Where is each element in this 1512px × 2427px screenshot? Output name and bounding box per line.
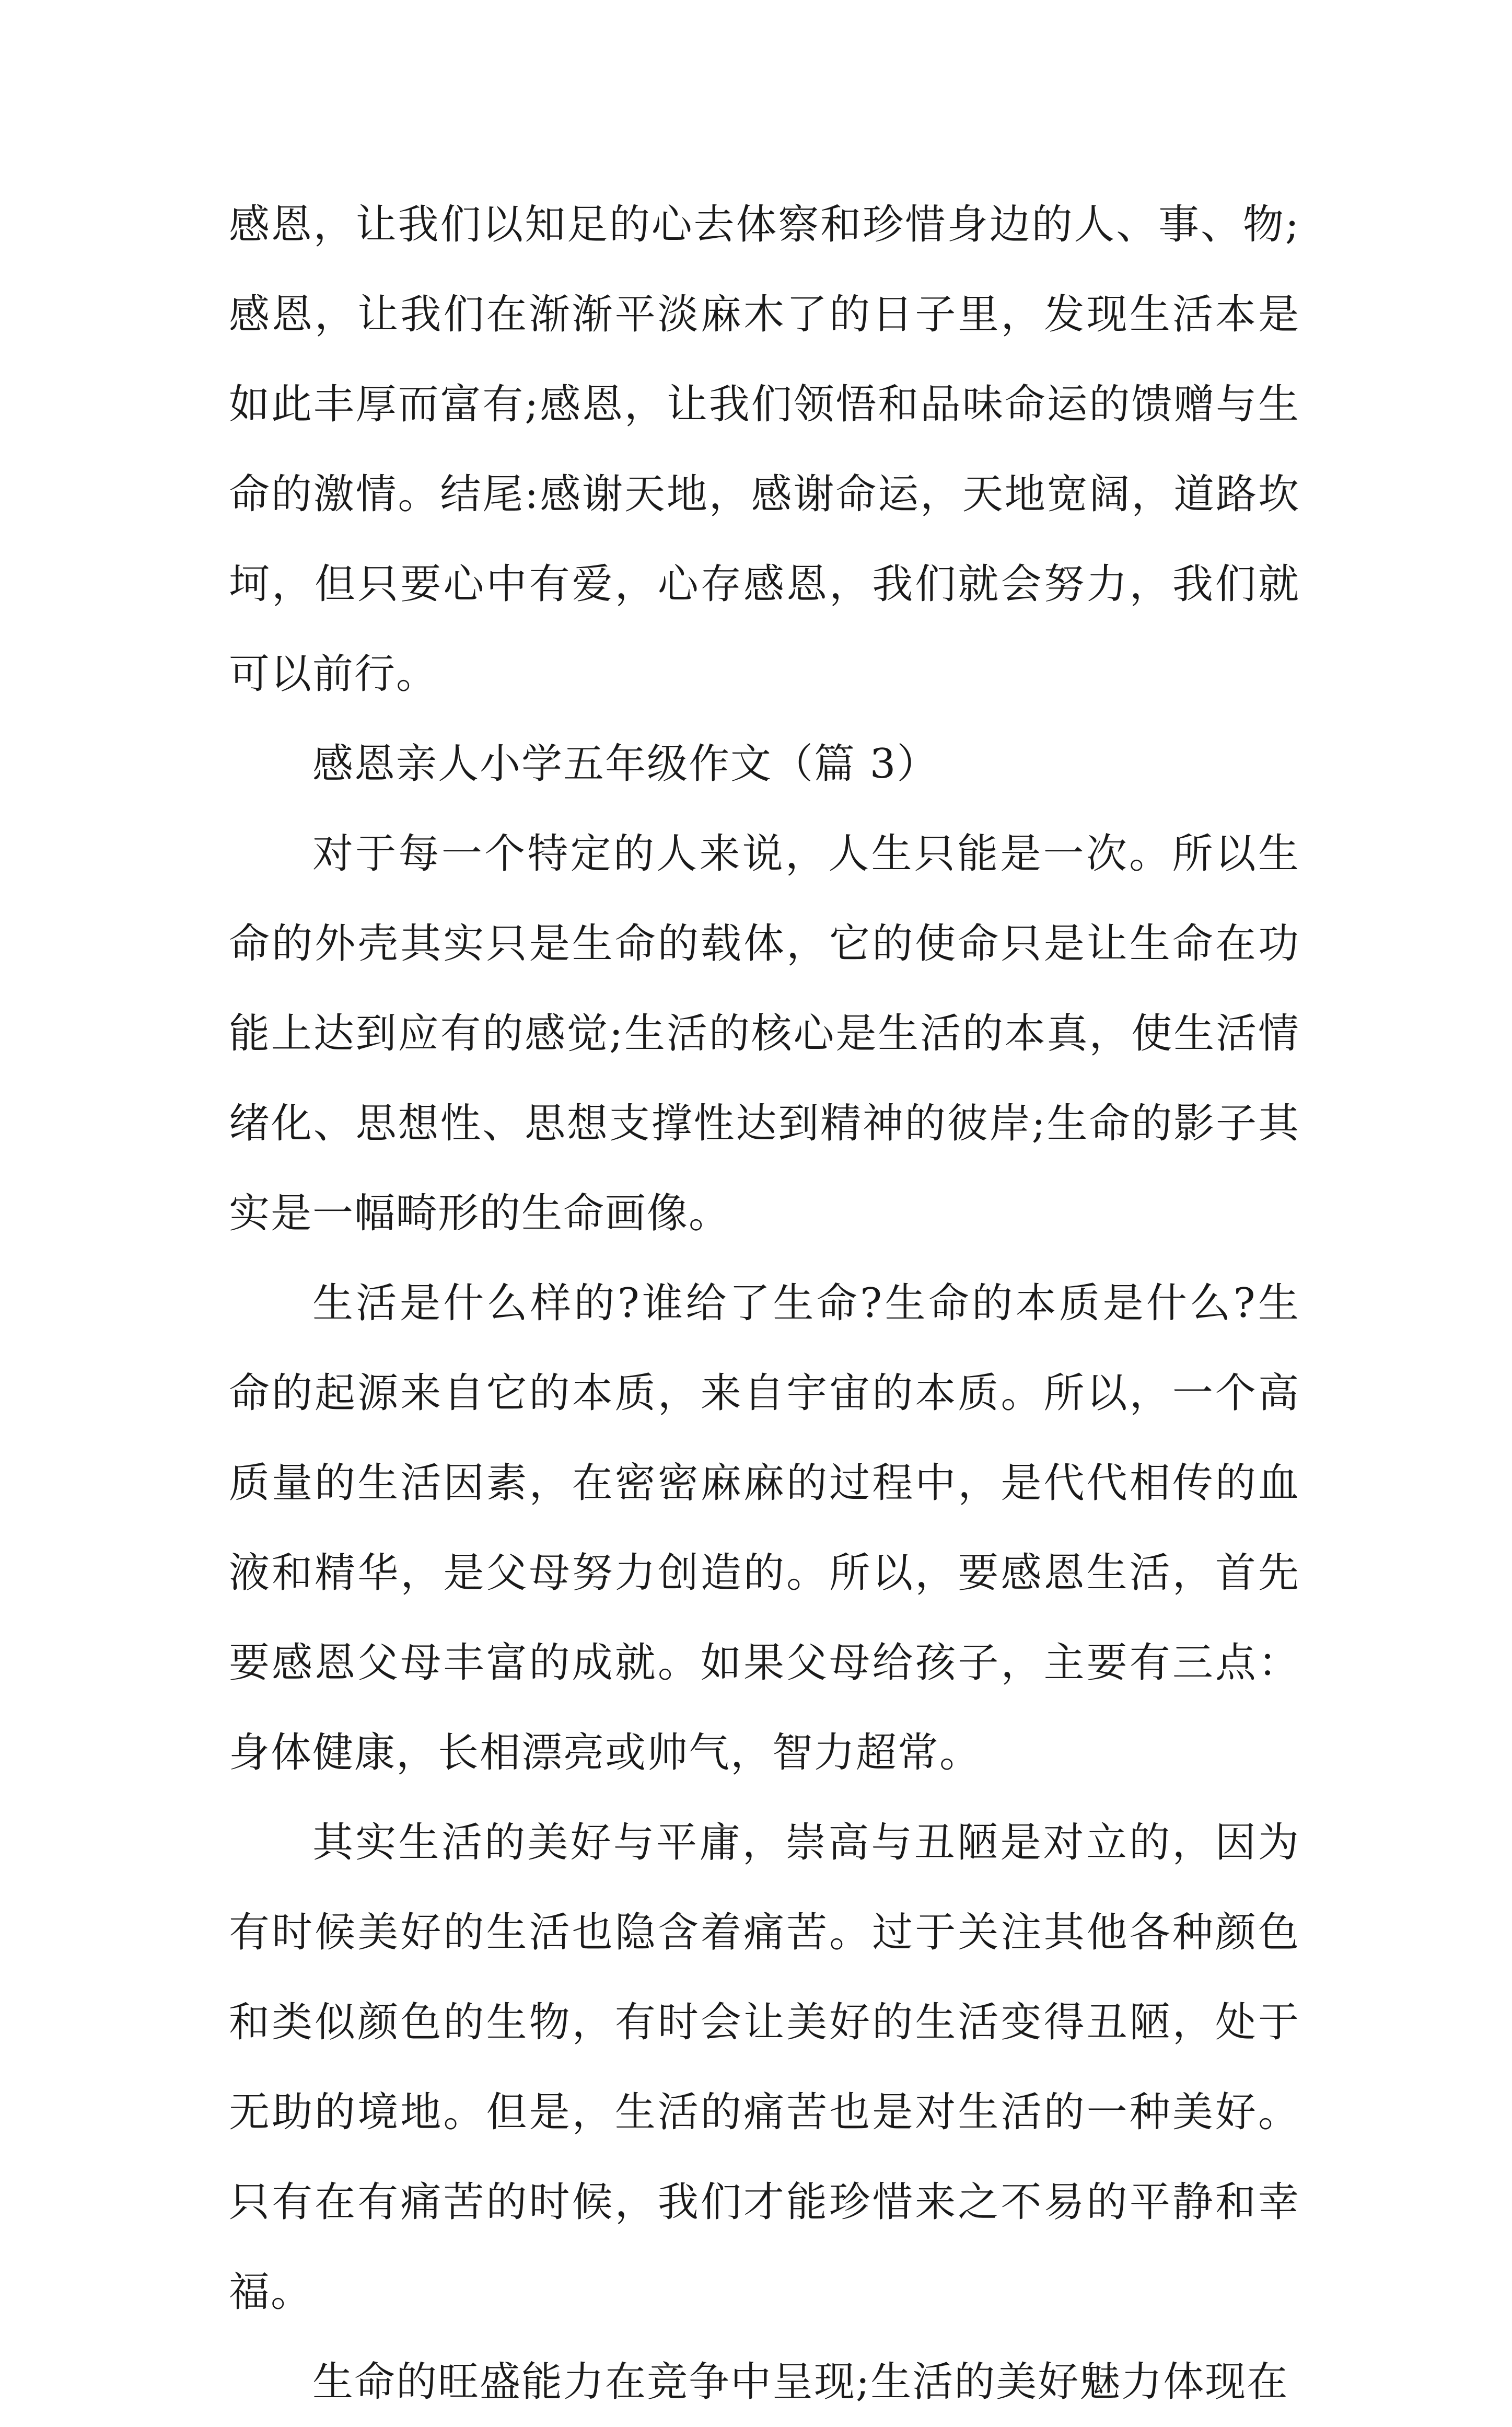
paragraph-beauty-and-pain: 其实生活的美好与平庸，崇高与丑陋是对立的，因为有时候美好的生活也隐含着痛苦。过于关注其他各种颜色和类似颜色的生物，有时会让美好的生活变得丑陋，处于无助的境地。但是，生活的痛苦也是对生活的一种美好。只有在有痛苦的时候，我们才能珍惜来之不易的平静和幸福。 (229, 1819, 1300, 2316)
paragraph-gratitude-closing: 感恩，让我们以知足的心去体察和珍惜身边的人、事、物;感恩，让我们在渐渐平淡麻木了的日子里，发现生活本是如此丰厚而富有;感恩，让我们领悟和品味命运的馈赠与生命的激情。结尾:感谢天地，感谢命运，天地宽阔，道路坎坷，但只要心中有爱，心存感恩，我们就会努力，我们就可以前行。 (229, 201, 1300, 698)
paragraph-what-is-life: 生活是什么样的?谁给了生命?生命的本质是什么?生命的起源来自它的本质，来自宇宙的本质。所以，一个高质量的生活因素，在密密麻麻的过程中，是代代相传的血液和精华，是父母努力创造的。所以，要感恩生活，首先要感恩父母丰富的成就。如果父母给孩子，主要有三点：身体健康，长相漂亮或帅气，智力超常。 (229, 1280, 1300, 1776)
paragraph-vitality: 生命的旺盛能力在竞争中呈现;生活的美好魅力体现在 (312, 2359, 1289, 2406)
paragraph-life-once: 对于每一个特定的人来说，人生只能是一次。所以生命的外壳其实只是生命的载体，它的使命只是让生命在功能上达到应有的感觉;生活的核心是生活的本真，使生活情绪化、思想性、思想支撑性达到精神的彼岸;生命的影子其实是一幅畸形的生命画像。 (229, 830, 1300, 1237)
document-body (229, 180, 1300, 2427)
section-heading: 感恩亲人小学五年级作文（篇 3） (312, 741, 939, 788)
